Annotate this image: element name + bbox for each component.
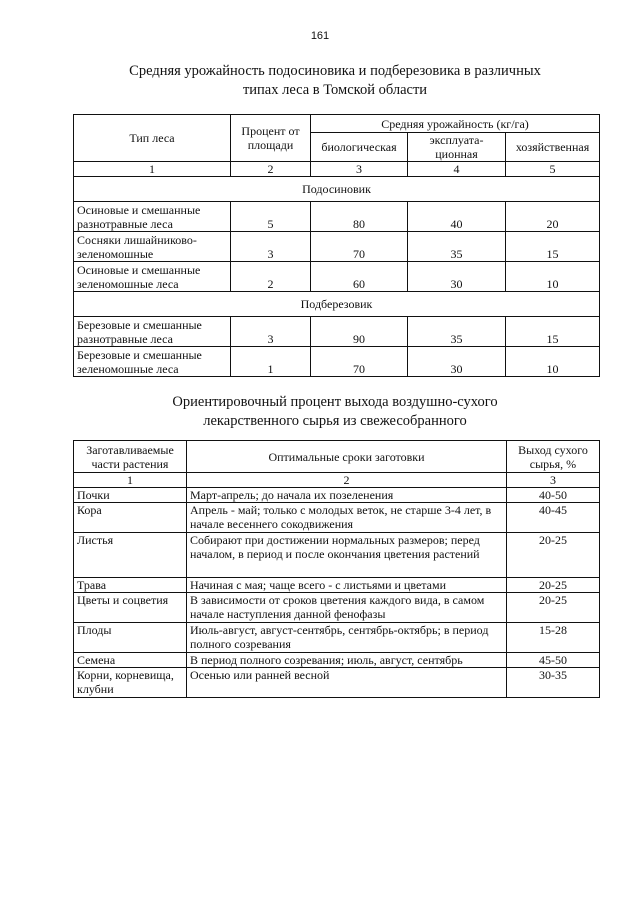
harvest-timing: Собирают при достижении нормальных размеров; перед началом, в период и после окончания цветения растений (187, 533, 507, 578)
table1-title (70, 62, 600, 100)
yield-table (73, 114, 600, 377)
econ: 10 (506, 262, 600, 292)
harvest-timing: Апрель - май; только с молодых веток, не старше 3-4 лет, в начале весеннего сокодвижения (187, 503, 507, 533)
header-yield: Выход сухого сырья, % (507, 441, 600, 473)
table-row (74, 488, 600, 503)
plant-part: Листья (74, 533, 187, 578)
bio: 70 (311, 347, 408, 377)
col-number: 1 (74, 162, 231, 177)
percent: 3 (231, 232, 311, 262)
col-number: 5 (506, 162, 600, 177)
table-row (74, 653, 600, 668)
table2-title-line1: Ориентировочный процент выхода воздушно-сухого (172, 394, 498, 410)
group-header-podberezovik: Подберезовик (74, 292, 600, 317)
forest-type: Березовые и смешанные зеленомошные леса (74, 347, 231, 377)
dry-yield: 40-45 (507, 503, 600, 533)
table-row (74, 578, 600, 593)
plant-part: Корни, корневища, клубни (74, 668, 187, 698)
percent: 3 (231, 317, 311, 347)
table-row (74, 533, 600, 578)
forest-type: Березовые и смешанные разнотравные леса (74, 317, 231, 347)
dry-yield: 20-25 (507, 533, 600, 578)
plant-part: Цветы и соцветия (74, 593, 187, 623)
table1-title-line1: Средняя урожайность подосиновика и подберезовика в различных (129, 63, 541, 79)
raw-material-table (73, 440, 600, 698)
dry-yield: 40-50 (507, 488, 600, 503)
dry-yield: 20-25 (507, 578, 600, 593)
table-row (74, 347, 600, 377)
dry-yield: 15-28 (507, 623, 600, 653)
table-row (74, 668, 600, 698)
forest-type: Сосняки лишайниково-зеленомошные (74, 232, 231, 262)
table2-title (70, 393, 600, 431)
dry-yield: 45-50 (507, 653, 600, 668)
econ: 10 (506, 347, 600, 377)
dry-yield: 20-25 (507, 593, 600, 623)
harvest-timing: Начиная с мая; чаще всего - с листьями и цветами (187, 578, 507, 593)
plant-part: Почки (74, 488, 187, 503)
harvest-timing: В зависимости от сроков цветения каждого вида, в самом начале наступления данной фенофазы (187, 593, 507, 623)
forest-type: Осиновые и смешанные зеленомошные леса (74, 262, 231, 292)
percent: 1 (231, 347, 311, 377)
page-number: 161 (310, 30, 330, 42)
group-header-podosinovik: Подосиновик (74, 177, 600, 202)
table1-title-line2: типах леса в Томской области (242, 82, 428, 98)
header-biological: биологическая (311, 133, 408, 162)
bio: 60 (311, 262, 408, 292)
table-row (74, 503, 600, 533)
col-number: 2 (231, 162, 311, 177)
percent: 5 (231, 202, 311, 232)
col-number: 3 (311, 162, 408, 177)
header-percent-area: Процент от площади (231, 115, 311, 162)
table-row (74, 593, 600, 623)
header-timing: Оптимальные сроки заготовки (187, 441, 507, 473)
bio: 80 (311, 202, 408, 232)
col-number: 3 (507, 473, 600, 488)
plant-part: Плоды (74, 623, 187, 653)
econ: 15 (506, 232, 600, 262)
plant-part: Кора (74, 503, 187, 533)
expl: 30 (408, 262, 506, 292)
expl: 35 (408, 317, 506, 347)
forest-type: Осиновые и смешанные разнотравные леса (74, 202, 231, 232)
dry-yield: 30-35 (507, 668, 600, 698)
harvest-timing: Осенью или ранней весной (187, 668, 507, 698)
table-row (74, 202, 600, 232)
col-number: 1 (74, 473, 187, 488)
col-number: 4 (408, 162, 506, 177)
header-parts: Заготавливаемые части растения (74, 441, 187, 473)
table-row (74, 317, 600, 347)
bio: 70 (311, 232, 408, 262)
table-row (74, 262, 600, 292)
harvest-timing: В период полного созревания; июль, август, сентябрь (187, 653, 507, 668)
header-exploitation: эксплуата-ционная (408, 133, 506, 162)
econ: 20 (506, 202, 600, 232)
expl: 30 (408, 347, 506, 377)
plant-part: Трава (74, 578, 187, 593)
expl: 35 (408, 232, 506, 262)
econ: 15 (506, 317, 600, 347)
harvest-timing: Июль-август, август-сентябрь, сентябрь-октябрь; в период полного созревания (187, 623, 507, 653)
bio: 90 (311, 317, 408, 347)
harvest-timing: Март-апрель; до начала их позеленения (187, 488, 507, 503)
table2-title-line2: лекарственного сырья из свежесобранного (203, 413, 467, 429)
plant-part: Семена (74, 653, 187, 668)
table-row (74, 623, 600, 653)
header-avg-yield: Средняя урожайность (кг/га) (311, 115, 600, 133)
col-number: 2 (187, 473, 507, 488)
header-forest-type: Тип леса (74, 115, 231, 162)
header-economic: хозяйственная (506, 133, 600, 162)
table-row (74, 232, 600, 262)
percent: 2 (231, 262, 311, 292)
expl: 40 (408, 202, 506, 232)
